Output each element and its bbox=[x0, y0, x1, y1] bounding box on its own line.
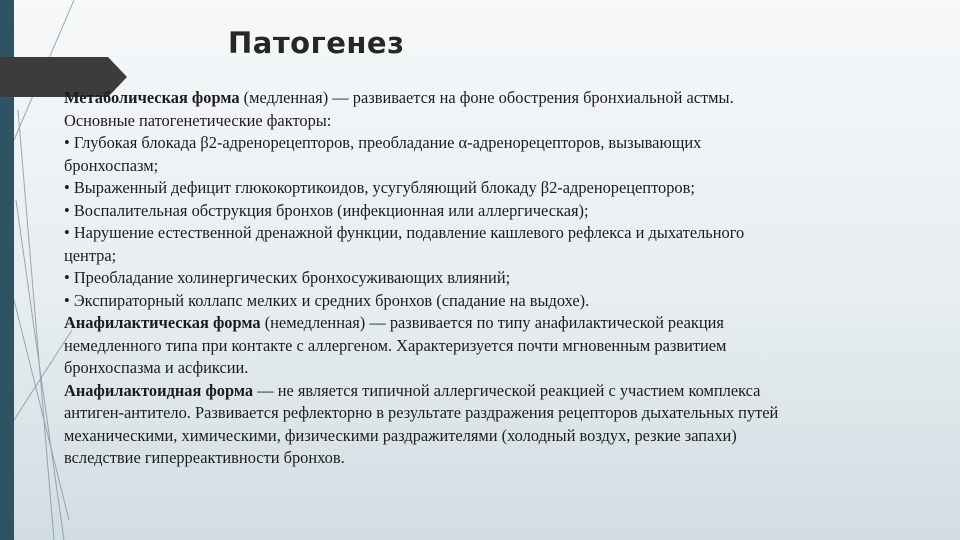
body-line bbox=[64, 267, 954, 290]
body-line-text: • Экспираторный коллапс мелких и средних бронхов (спадание на выдохе). bbox=[64, 290, 590, 310]
body-line bbox=[64, 402, 954, 425]
body-line-bold: Анафилактоидная форма bbox=[64, 380, 254, 400]
body-line-text: антиген-антитело. Развивается рефлекторно в результате раздражения рецепторов дыхательных путей bbox=[64, 403, 779, 422]
body-line-text: вследствие гиперреактивности бронхов. bbox=[64, 448, 345, 467]
body-line bbox=[64, 132, 954, 155]
body-line bbox=[64, 155, 954, 178]
body-line-text: • Нарушение естественной дренажной функции, подавление кашлевого рефлекса и дыхательного bbox=[64, 223, 745, 242]
body-line-text: (немедленная) — развивается по типу анафилактической реакция bbox=[260, 313, 724, 332]
slide-title: Патогенез bbox=[228, 26, 405, 60]
body-line-bold: Метаболическая форма bbox=[64, 88, 240, 107]
body-line-text: бронхоспазма и асфиксии. bbox=[64, 358, 249, 377]
body-line-text: — не является типичной аллергической реакцией с участием комплекса bbox=[253, 380, 761, 400]
body-line bbox=[64, 200, 954, 223]
body-line-text: механическими, химическими, физическими раздражителями (холодный воздух, резкие запахи) bbox=[64, 425, 737, 445]
body-line bbox=[64, 447, 954, 470]
body-line bbox=[64, 87, 954, 110]
body-line-text: бронхоспазм; bbox=[64, 155, 159, 175]
body-line bbox=[64, 245, 954, 268]
body-line bbox=[64, 335, 954, 358]
body-line bbox=[64, 357, 954, 380]
body-line-text: центра; bbox=[64, 245, 117, 265]
body-line bbox=[64, 380, 954, 403]
body-line-text: • Выраженный дефицит глюкокортикоидов, усугубляющий блокаду β2-адренорецепторов; bbox=[64, 178, 695, 197]
body-line bbox=[64, 110, 954, 133]
body-line bbox=[64, 290, 954, 313]
body-line bbox=[64, 177, 954, 200]
body-line-text: Основные патогенетические факторы: bbox=[64, 110, 332, 130]
body-line-text: • Воспалительная обструкция бронхов (инфекционная или аллергическая); bbox=[64, 200, 589, 220]
body-line bbox=[64, 222, 954, 245]
body-line-text: (медленная) — развивается на фоне обострения бронхиальной астмы. bbox=[239, 88, 734, 107]
body-line-text: • Глубокая блокада β2-адренорецепторов, преобладание α-адренорецепторов, вызывающих bbox=[64, 133, 702, 152]
body-line-text: немедленного типа при контакте с аллергеном. Характеризуется почти мгновенным развитием bbox=[64, 335, 727, 355]
body-line bbox=[64, 425, 954, 448]
body-line-text: • Преобладание холинергических бронхосуживающих влияний; bbox=[64, 268, 511, 287]
slide-body bbox=[64, 87, 954, 470]
body-line bbox=[64, 312, 954, 335]
body-line-bold: Анафилактическая форма bbox=[64, 313, 261, 332]
